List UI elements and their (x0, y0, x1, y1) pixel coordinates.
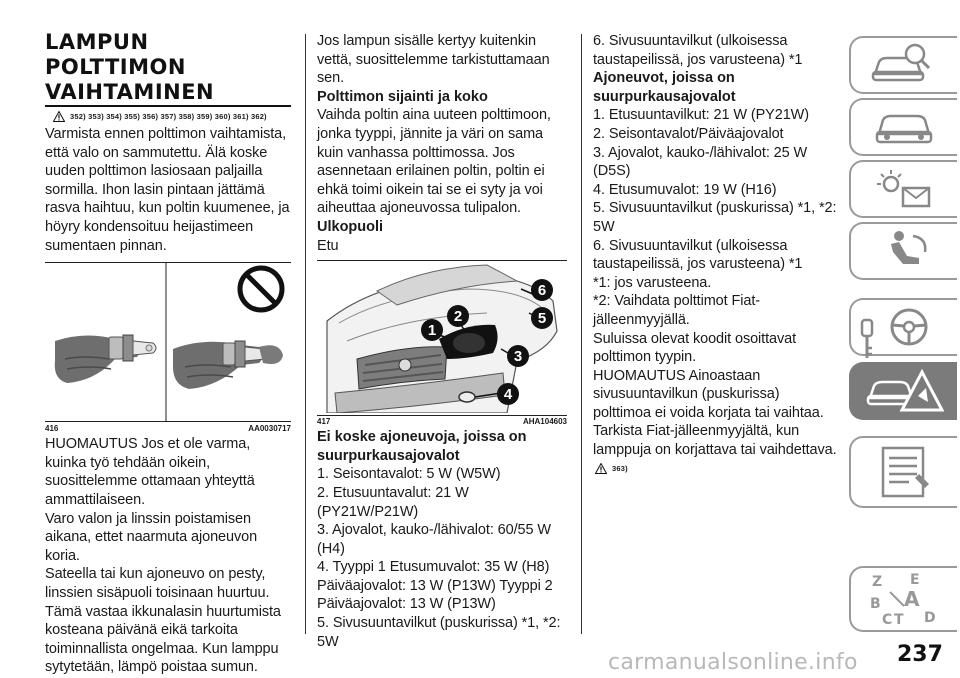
index-letter: T (894, 612, 904, 628)
figure-416 (45, 262, 291, 422)
column-3 (593, 32, 841, 477)
intro-paragraph: Varmista ennen polttimon vaihtamista, että valo on sammutettu. Älä koske uuden polttimon lasiosaan paljailla sormilla. Ihon lasin pintaan jättämä rasva haihtuu, kun poltin kuumenee, ja höyry kondensoituu heijastimeen sumentaen pinnan. (45, 126, 290, 254)
list-item: 4. Tyyppi 1 Etusumuvalot: 35 W (H8) Päiväajovalot: 13 W (P13W) Tyyppi 2 Päiväajovalot: 13 W (P13W) (317, 559, 553, 613)
column-1 (45, 32, 291, 677)
list-item: 6. Sivusuuntavilkut (ulkoisessa taustapeilissä, jos varusteena) *1 (593, 33, 803, 68)
footnote-1: *1: jos varusteena. (593, 274, 712, 291)
vehicle-front-illustration (317, 261, 567, 413)
car-warning-icon (864, 366, 944, 416)
codes-note: Suluissa olevat koodit osoittavat polttimon tyypin. (593, 330, 797, 366)
tab-maintenance[interactable] (849, 436, 957, 508)
watermark: carmanualsonline.info (608, 650, 858, 675)
lights-message-icon (869, 166, 939, 212)
index-letter: A (904, 587, 920, 611)
tab-index[interactable] (849, 566, 957, 632)
car-info-icon (869, 42, 939, 88)
callout-1: 1 (421, 319, 443, 341)
list-item: 5. Sivusuuntavilkut (puskurissa) *1, *2: 5W (317, 615, 561, 650)
bulb-replace-paragraph: Vaihda poltin aina uuteen polttimoon, jonka tyyppi, jännite ja väri on sama kuin vanhassa polttimossa. Jos asennetaan erilainen poltin, poltin ei ehkä toimi oikein tai se ei syty ja voi aiheuttaa ajoneuvossa tulipalon. (317, 107, 551, 217)
footnote-2: *2: Vaihdata polttimot Fiat-jälleenmyyjällä. (593, 293, 760, 328)
bulb-location-heading: Polttimon sijainti ja koko (317, 88, 488, 105)
column-divider-left (305, 34, 306, 634)
list-item: 2. Etusuuntavalut: 21 W (PY21W/P21W) (317, 484, 469, 520)
warning-refs-text: 352) 353) 354) 355) 356) 357) 358) 359) 360) 361) 362) (70, 112, 267, 121)
title-line-3: VAIHTAMINEN (45, 80, 215, 104)
warning-triangle-icon (53, 111, 65, 122)
note-paragraph: HUOMAUTUS Jos et ole varma, kuinka työ tehdään oikein, suosittelemme ottamaan yhteyttä ammattilaiseen. (45, 436, 255, 508)
index-letter: D (924, 610, 936, 626)
callout-5: 5 (531, 307, 553, 329)
alphabet-index-icon (864, 570, 944, 628)
water-paragraph: Jos lampun sisälle kertyy kuitenkin vettä, suosittelemme tarkistuttamaan sen. (317, 33, 550, 87)
title-rule (45, 105, 291, 107)
list-item: 6. Sivusuuntavilkut (ulkoisessa taustapeilissä, jos varusteena) *1 (593, 237, 803, 273)
callout-2: 2 (447, 305, 469, 327)
condensation-paragraph: Sateella tai kun ajoneuvo on pesty, linssien sisäpuoli toisinaan huurtuu. Tämä vastaa ikkunalasin huurtumista kosteana päivänä eikä tarkoita toiminnallista ongelmaa. Kun lamppu sytytetään, lämpö poistaa sumun. (45, 566, 281, 676)
index-letter: Z (872, 574, 883, 590)
tab-emergency[interactable] (849, 362, 957, 420)
warning-triangle-icon (595, 463, 607, 474)
column-divider-right (581, 34, 582, 634)
index-letter: C (882, 612, 893, 628)
title-line-2: POLTTIMON (45, 55, 186, 79)
hid-heading-line-2: suurpurkausajovalot (593, 88, 736, 105)
warning-ref-text: 363) (612, 463, 628, 473)
key-icon (858, 318, 876, 360)
index-letter: B (870, 596, 881, 612)
page-number: 237 (897, 642, 943, 667)
callout-6: 6 (531, 279, 553, 301)
list-item: 2. Seisontavalot/Päiväajovalot (593, 125, 784, 142)
non-hid-heading-line-2: suurpurkausajovalot (317, 447, 460, 464)
front-subheading: Etu (317, 237, 339, 254)
document-list-icon (869, 444, 939, 500)
section-title (45, 32, 291, 103)
warning-ref (595, 463, 841, 474)
bulb-handling-illustration (45, 263, 291, 421)
steering-wheel-icon (869, 304, 939, 350)
index-letter: E (910, 572, 920, 588)
figure-416-caption (45, 424, 291, 433)
figure-code: AA0030717 (248, 424, 291, 434)
caution-paragraph: Varo valon ja linssin poistamisen aikana, ettet naarmuta ajoneuvon koria. (45, 510, 258, 564)
non-hid-heading-line-1: Ei koske ajoneuvoja, joissa on (317, 429, 527, 446)
warning-refs (53, 111, 291, 122)
key-tab-icon (858, 318, 876, 365)
figure-417-caption (317, 415, 567, 426)
list-item: 3. Ajovalot, kauko-/lähivalot: 25 W (D5S) (593, 144, 808, 180)
figure-417 (317, 260, 567, 413)
column-2 (317, 32, 567, 651)
tab-car-info[interactable] (849, 36, 957, 94)
list-item: 1. Etusuuntavilkut: 21 W (PY21W) (593, 107, 809, 124)
figure-number: 416 (45, 424, 59, 434)
list-item: 5. Sivusuuntavilkut (puskurissa) *1, *2: 5W (593, 200, 837, 235)
hid-heading-line-1: Ajoneuvot, joissa on (593, 70, 735, 87)
dashboard-car-icon (869, 104, 939, 150)
exterior-heading: Ulkopuoli (317, 218, 384, 235)
title-line-1: LAMPUN (45, 30, 149, 54)
list-item: 4. Etusumuvalot: 19 W (H16) (593, 181, 777, 198)
note-paragraph: HUOMAUTUS Ainoastaan sivusuuntavilkun (puskurissa) polttimoa ei voida korjata tai vaihtaa. Tarkista Fiat-jälleenmyyjältä, kun lamppuja on korjattava tai vaihdettava. (593, 367, 837, 459)
figure-code: AHA104603 (522, 417, 567, 427)
tab-lights-messages[interactable] (849, 160, 957, 218)
callout-4: 4 (497, 383, 519, 405)
prohibition-icon (240, 268, 282, 310)
tab-safety[interactable] (849, 222, 957, 280)
callout-3: 3 (507, 345, 529, 367)
list-item: 1. Seisontavalot: 5 W (W5W) (317, 466, 501, 483)
seat-airbag-icon (869, 228, 939, 274)
list-item: 3. Ajovalot, kauko-/lähivalot: 60/55 W (H4) (317, 522, 551, 557)
figure-number: 417 (317, 417, 331, 427)
tab-dashboard[interactable] (849, 98, 957, 156)
